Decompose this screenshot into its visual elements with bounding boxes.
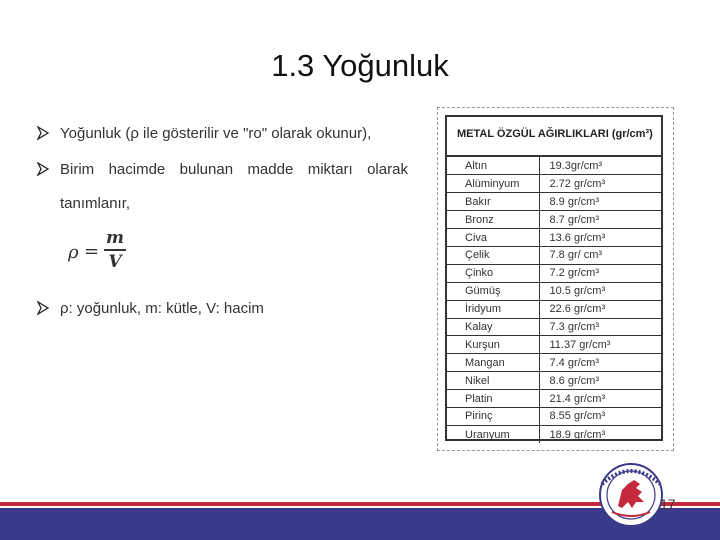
formula-equals: = (84, 241, 100, 262)
fraction-bar (104, 249, 126, 251)
bullet-text (60, 161, 408, 178)
density-value-cell: 19.3gr/cm³ (539, 157, 661, 175)
density-value-cell: 2.72 gr/cm³ (539, 175, 661, 193)
metal-name-cell: Bakır (447, 193, 539, 211)
metal-name-cell: Gümüş (447, 282, 539, 300)
table-row (447, 229, 661, 247)
metal-table-body (447, 157, 661, 443)
density-value-cell: 7.2 gr/cm³ (539, 264, 661, 282)
bullet-item (36, 125, 371, 142)
density-value-cell: 8.9 gr/cm³ (539, 193, 661, 211)
table-row (447, 193, 661, 211)
bullet-text: Yoğunluk (ρ ile gösterilir ve "ro" olarak okunur), (60, 125, 372, 142)
table-title-unit: (gr/cm³) (611, 128, 653, 140)
density-value-cell: 10.5 gr/cm³ (539, 282, 661, 300)
slide-title: 1.3 Yoğunluk (271, 48, 449, 83)
bullet-text: ρ: yoğunluk, m: kütle, V: hacim (60, 300, 264, 317)
university-seal-icon (598, 462, 664, 528)
formula-lhs: ρ (68, 242, 79, 263)
metal-name-cell: İridyum (447, 300, 539, 318)
arrow-bullet-icon (36, 162, 50, 176)
page-number: 17 (660, 496, 676, 512)
density-value-cell: 22.6 gr/cm³ (539, 300, 661, 318)
table-title-text: METAL ÖZGÜL AĞIRLIKLARI (457, 128, 609, 140)
formula-fraction (104, 228, 126, 272)
bullet-word: bulunan (179, 161, 234, 178)
formula-denominator: V (108, 252, 122, 272)
metal-name-cell: Alüminyum (447, 175, 539, 193)
arrow-bullet-icon (36, 301, 50, 315)
metal-name-cell: Çelik (447, 246, 539, 264)
table-row (447, 390, 661, 408)
table-row (447, 425, 661, 443)
metal-name-cell: Uranyum (447, 425, 539, 443)
table-row (447, 175, 661, 193)
metal-name-cell: Bronz (447, 211, 539, 229)
table-row (447, 407, 661, 425)
density-formula (66, 228, 126, 276)
formula-numerator: m (106, 228, 124, 248)
metal-name-cell: Kalay (447, 318, 539, 336)
density-value-cell: 18.9 gr/cm³ (549, 428, 606, 441)
table-title (447, 117, 661, 157)
density-value-cell: 7.8 gr/ cm³ (539, 246, 661, 264)
table-row (447, 354, 661, 372)
metal-name-cell: Platin (447, 390, 539, 408)
bullet-word: miktarı (307, 161, 353, 178)
bullet-word: madde (247, 161, 294, 178)
density-value-cell: 11.37 gr/cm³ (539, 336, 661, 354)
bullet-word: hacimde (108, 161, 166, 178)
metal-name-cell: Civa (447, 229, 539, 247)
metal-name-cell: Mangan (447, 354, 539, 372)
density-value-cell: 7.3 gr/cm³ (539, 318, 661, 336)
metal-name-cell: Kurşun (447, 336, 539, 354)
metal-name-cell: Çinko (447, 264, 539, 282)
bullet-continuation: tanımlanır, (60, 195, 131, 212)
table-row (447, 372, 661, 390)
metal-name-cell: Altın (447, 157, 539, 175)
bullet-word: Birim (60, 161, 95, 178)
table-row (447, 318, 661, 336)
density-value-cell: 21.4 gr/cm³ (539, 390, 661, 408)
density-value-cell: 8.6 gr/cm³ (539, 372, 661, 390)
metal-name-cell: Nikel (447, 372, 539, 390)
metal-density-table (445, 115, 663, 441)
bullet-item (36, 300, 264, 317)
table-row (447, 336, 661, 354)
density-value-cell: 7.4 gr/cm³ (539, 354, 661, 372)
table-row (447, 246, 661, 264)
density-value-cell: 13.6 gr/cm³ (539, 229, 661, 247)
density-value-cell: 8.7 gr/cm³ (539, 211, 661, 229)
bullet-word: olarak (367, 161, 408, 178)
table-row (447, 300, 661, 318)
table-row (447, 282, 661, 300)
metal-name-cell: Pirinç (447, 407, 539, 425)
table-row (447, 157, 661, 175)
bullet-item (36, 161, 408, 178)
table-row (447, 211, 661, 229)
density-value-cell: 8.55 gr/cm³ (539, 407, 661, 425)
table-row (447, 264, 661, 282)
arrow-bullet-icon (36, 126, 50, 140)
